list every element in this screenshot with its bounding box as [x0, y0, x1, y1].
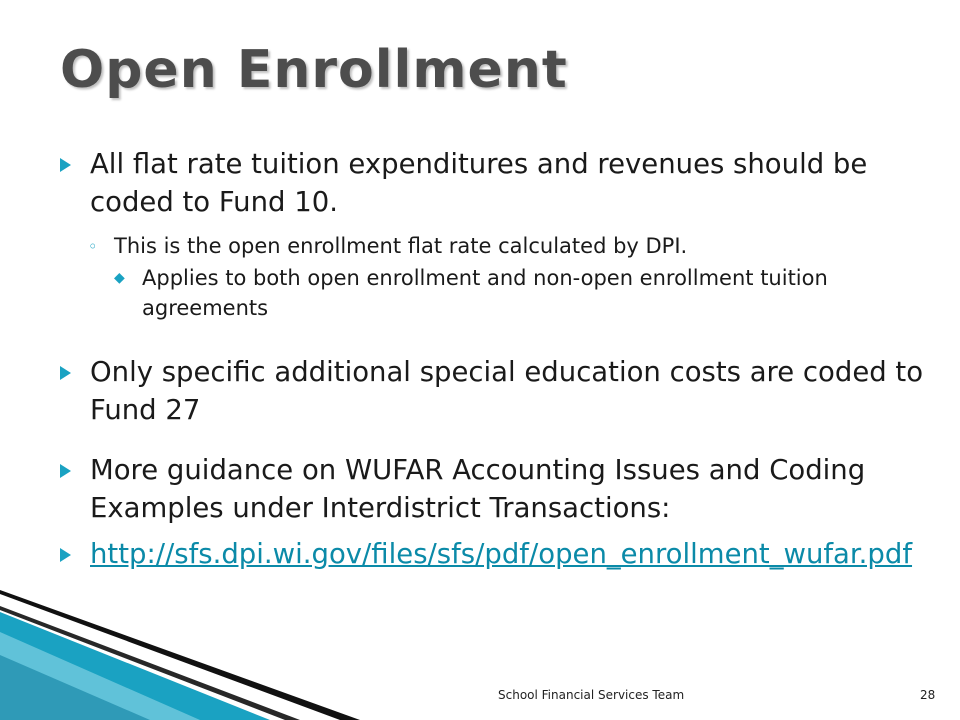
bullet-text: Only specific additional special education costs are coded to Fund 27 — [90, 356, 924, 426]
page-number: 28 — [920, 688, 936, 702]
bullet-item-3 — [60, 451, 940, 527]
bullet-item-1 — [60, 145, 940, 221]
sub-bullet-text: This is the open enrollment flat rate calculated by DPI. — [114, 234, 688, 258]
triangle-bullet-icon — [60, 548, 71, 562]
wufar-pdf-link[interactable]: http://sfs.dpi.wi.gov/files/sfs/pdf/open_enrollment_wufar.pdf — [90, 538, 913, 570]
bullet-text: More guidance on WUFAR Accounting Issues and Coding Examples under Interdistrict Transactions: — [90, 454, 866, 524]
slide-body — [60, 145, 940, 595]
circle-bullet-icon: ◦ — [88, 237, 98, 256]
subsub-bullet-text: Applies to both open enrollment and non-open enrollment tuition agreements — [142, 266, 828, 320]
bullet-item-2 — [60, 353, 940, 429]
footer-text: School Financial Services Team — [498, 688, 685, 702]
slide-title: Open Enrollment — [60, 40, 568, 100]
corner-decoration — [0, 580, 380, 720]
sub-bullet-item — [88, 231, 940, 261]
triangle-bullet-icon — [60, 464, 71, 478]
bullet-item-4 — [60, 535, 940, 573]
triangle-bullet-icon — [60, 158, 71, 172]
bullet-text: All flat rate tuition expenditures and revenues should be coded to Fund 10. — [90, 148, 868, 218]
subsub-bullet-item — [114, 263, 940, 323]
triangle-bullet-icon — [60, 366, 71, 380]
diamond-bullet-icon: ◆ — [114, 270, 125, 286]
